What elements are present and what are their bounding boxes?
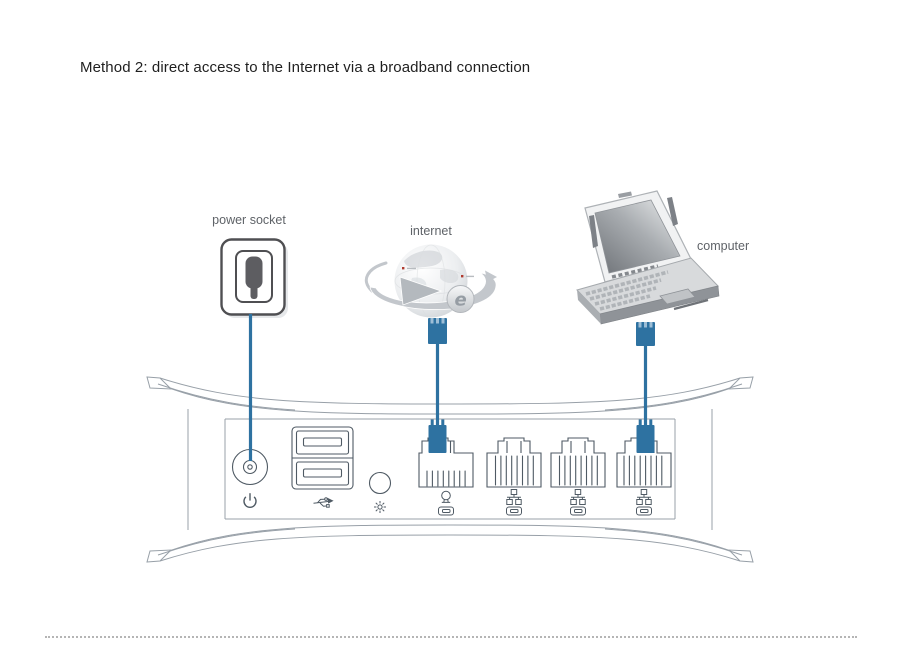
globe-icon	[442, 491, 451, 502]
usb-ports	[292, 427, 353, 489]
orbit-arrow-tail	[366, 263, 386, 291]
lan-led-indicator	[507, 507, 522, 515]
plug-stem	[251, 284, 258, 299]
computer-illustration	[577, 191, 719, 324]
lan-cable	[636, 322, 655, 453]
computer-label: computer	[697, 239, 750, 253]
lan-port-2	[551, 438, 605, 487]
wan-cable	[428, 318, 447, 453]
wing-mid-line	[158, 384, 295, 410]
lan-led-indicator	[571, 507, 586, 515]
power-socket-label: power socket	[212, 213, 286, 227]
lan-led-indicator	[637, 507, 652, 515]
plug-icon	[246, 257, 263, 289]
led-brightness-icon	[374, 501, 386, 513]
power-icon	[244, 493, 256, 507]
globe-marker-dot	[461, 275, 463, 277]
rj45-plug-icon	[429, 425, 447, 453]
router-components	[233, 427, 672, 515]
chassis-bottom-inner-edge	[172, 525, 728, 550]
power-jack-ring	[244, 461, 257, 474]
lan-icon	[571, 490, 585, 505]
internet-globe-illustration	[366, 245, 497, 318]
globe-marker-text	[466, 276, 474, 277]
lan-port-1	[487, 438, 541, 487]
usb-slot	[304, 438, 342, 446]
cables	[251, 314, 656, 461]
rj45-pins	[624, 456, 662, 485]
page-footer-divider	[45, 636, 857, 638]
rj45-pins	[560, 456, 598, 485]
rj45-pins	[427, 471, 465, 486]
method-title: Method 2: direct access to the Internet via a broadband connection	[80, 59, 531, 76]
usb-port-upper	[297, 431, 349, 454]
wing-mid-line	[158, 529, 295, 555]
chassis-top-outer-edge	[160, 378, 740, 404]
round-button	[370, 473, 391, 494]
usb-icon	[314, 498, 333, 507]
wing-mid-line	[605, 529, 742, 555]
globe-marker-dot	[402, 267, 404, 269]
rj45-pins	[496, 456, 534, 485]
rj45-plug-icon	[637, 425, 655, 453]
lan-icon	[507, 490, 521, 505]
internet-label: internet	[410, 224, 452, 238]
chassis-bottom-outer-edge	[160, 535, 740, 561]
e-badge-letter: e	[454, 289, 467, 311]
wing-mid-line	[605, 384, 742, 410]
power-socket-illustration	[222, 240, 289, 319]
globe-marker-text	[407, 268, 416, 269]
wan-led-indicator	[439, 507, 454, 515]
lan-icon	[637, 490, 651, 505]
usb-port-lower	[297, 462, 349, 485]
power-jack-pin	[248, 465, 252, 469]
usb-slot	[304, 469, 342, 477]
